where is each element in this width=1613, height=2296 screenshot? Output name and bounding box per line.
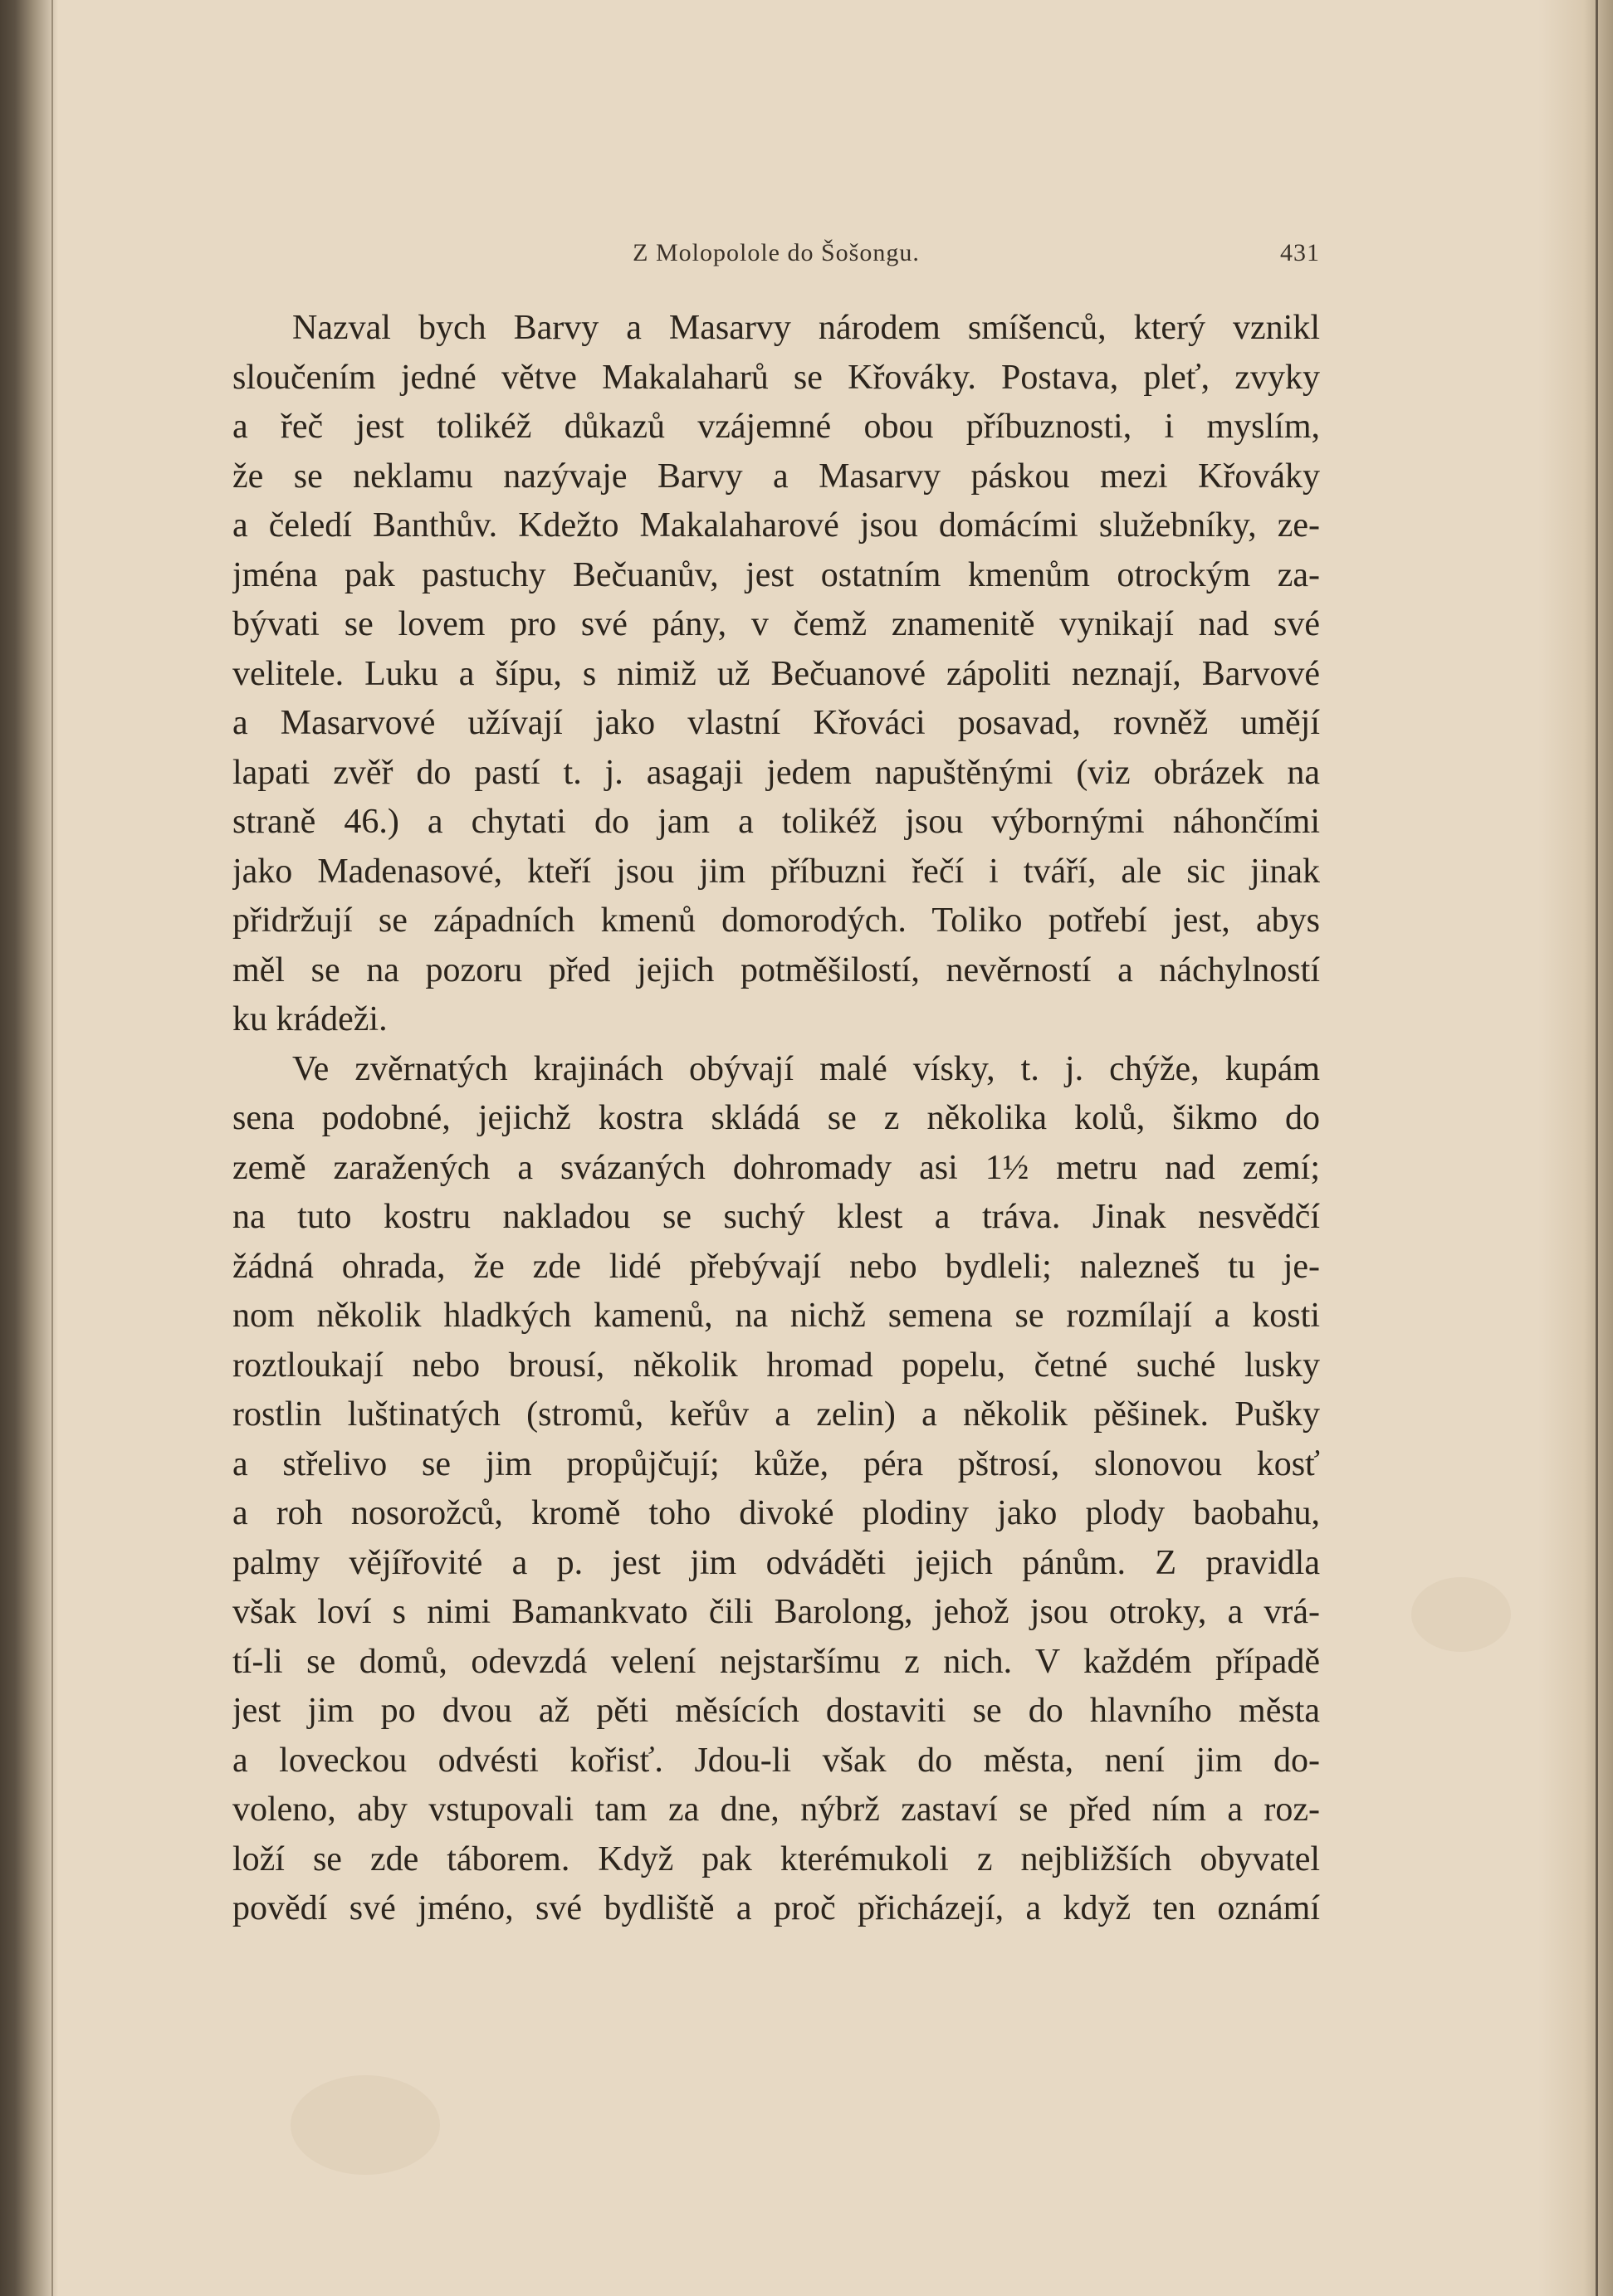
page-number: 431 <box>1280 239 1320 266</box>
text-line: bývati se lovem pro své pány, v čemž znamenitě vynikají nad své <box>232 605 1320 643</box>
text-line: jako Madenasové, kteří jsou jim příbuzni řečí i tváří, ale sic jinak <box>232 852 1320 891</box>
running-title: Z Molopolole do Šošongu. <box>633 239 920 266</box>
book-spine-shadow <box>0 0 58 2296</box>
text-line: a Masarvové užívají jako vlastní Křováci posavad, rovněž umějí <box>232 704 1320 742</box>
text-line: přidržují se západních kmenů domorodých. Toliko potřebí jest, abys <box>232 901 1320 940</box>
text-line: a střelivo se jim propůjčují; kůže, péra pštrosí, slonovou kosť <box>232 1444 1320 1483</box>
text-line: a čeledí Banthův. Kdežto Makalaharové jsou domácími služebníky, ze- <box>232 506 1320 545</box>
page-right-edge <box>1538 0 1613 2296</box>
text-line: voleno, aby vstupovali tam za dne, nýbrž zastaví se před ním a roz- <box>232 1790 1320 1829</box>
text-line: nom několik hladkých kamenů, na nichž semena se rozmílají a kosti <box>232 1297 1320 1335</box>
text-line: lapati zvěř do pastí t. j. asagaji jedem napuštěnými (viz obrázek na <box>232 753 1320 792</box>
text-line: a řeč jest tolikéž důkazů vzájemné obou příbuznosti, i myslím, <box>232 408 1320 446</box>
text-line: jména pak pastuchy Bečuanův, jest ostatním kmenům otrockým za- <box>232 555 1320 594</box>
paper-stain <box>1411 1577 1511 1652</box>
book-spine-line <box>51 0 53 2296</box>
text-line: palmy vějířovité a p. jest jim odváděti jejich pánům. Z pravidla <box>232 1543 1320 1582</box>
text-line: a roh nosorožců, kromě toho divoké plodiny jako plody baobahu, <box>232 1494 1320 1532</box>
text-line: že se neklamu nazývaje Barvy a Masarvy páskou mezi Křováky <box>232 457 1320 496</box>
page-right-edge-line <box>1596 0 1598 2296</box>
text-line: Nazval bych Barvy a Masarvy národem smíšenců, který vznikl <box>292 309 1320 347</box>
text-line: sloučením jedné větve Makalaharů se Křováky. Postava, pleť, zvyky <box>232 358 1320 397</box>
text-line: žádná ohrada, že zde lidé přebývají nebo bydleli; nalezneš tu je- <box>232 1247 1320 1286</box>
text-line: sena podobné, jejichž kostra skládá se z několika kolů, šikmo do <box>232 1099 1320 1137</box>
text-line: povědí své jméno, své bydliště a proč přicházejí, a když ten oznámí <box>232 1889 1320 1927</box>
book-page <box>232 232 1320 1934</box>
text-line: straně 46.) a chytati do jam a tolikéž jsou výbornými náhončími <box>232 803 1320 841</box>
text-line: země zaražených a svázaných dohromady asi 1½ metru nad zemí; <box>232 1148 1320 1187</box>
text-line: a loveckou odvésti kořisť. Jdou-li však do města, není jim do- <box>232 1741 1320 1780</box>
paper-stain <box>291 2075 440 2175</box>
text-line: však loví s nimi Bamankvato čili Barolong, jehož jsou otroky, a vrá- <box>232 1593 1320 1631</box>
body-text <box>232 304 1320 1934</box>
text-line: roztloukají nebo brousí, několik hromad popelu, četné suché lusky <box>232 1346 1320 1385</box>
text-line: na tuto kostru nakladou se suchý klest a tráva. Jinak nesvědčí <box>232 1198 1320 1236</box>
text-line: loží se zde táborem. Když pak kterémukoli z nejbližších obyvatel <box>232 1839 1320 1878</box>
text-line: rostlin luštinatých (stromů, keřův a zelin) a několik pěšinek. Pušky <box>232 1395 1320 1434</box>
text-line: ku krádeži. <box>232 1000 388 1038</box>
text-line: Ve zvěrnatých krajinách obývají malé vísky, t. j. chýže, kupám <box>292 1049 1320 1088</box>
text-line: jest jim po dvou až pěti měsících dostaviti se do hlavního města <box>232 1692 1320 1730</box>
text-line: tí-li se domů, odevzdá velení nejstaršímu z nich. V každém případě <box>232 1642 1320 1681</box>
running-head <box>232 232 1320 272</box>
text-line: měl se na pozoru před jejich potměšilostí, nevěrností a náchylností <box>232 950 1320 989</box>
text-line: velitele. Luku a šípu, s nimiž už Bečuanové zápoliti neznají, Barvové <box>232 654 1320 693</box>
